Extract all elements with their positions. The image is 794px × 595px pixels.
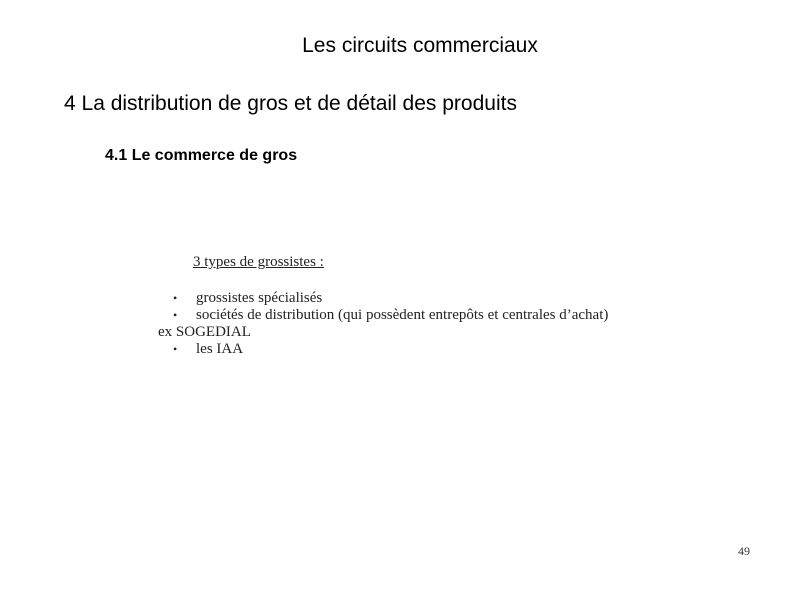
subsection-heading: 4.1 Le commerce de gros bbox=[105, 147, 298, 164]
bullet-icon: • bbox=[173, 342, 178, 356]
list-item: • grossistes spécialisés bbox=[173, 290, 323, 306]
list-header: 3 types de grossistes : bbox=[193, 254, 324, 270]
content-block bbox=[158, 254, 608, 358]
list-item: • sociétés de distribution (qui possèdent entrepôts et centrales d’achat) bbox=[173, 307, 609, 323]
bullet-icon: • bbox=[173, 291, 178, 305]
bullet-icon: • bbox=[173, 308, 178, 322]
list-item: • les IAA bbox=[173, 341, 244, 357]
page-number: 49 bbox=[738, 544, 750, 558]
example-text: ex SOGEDIAL bbox=[158, 324, 251, 340]
section-heading: 4 La distribution de gros et de détail des produits bbox=[64, 92, 517, 115]
slide-title: Les circuits commerciaux bbox=[302, 34, 538, 57]
